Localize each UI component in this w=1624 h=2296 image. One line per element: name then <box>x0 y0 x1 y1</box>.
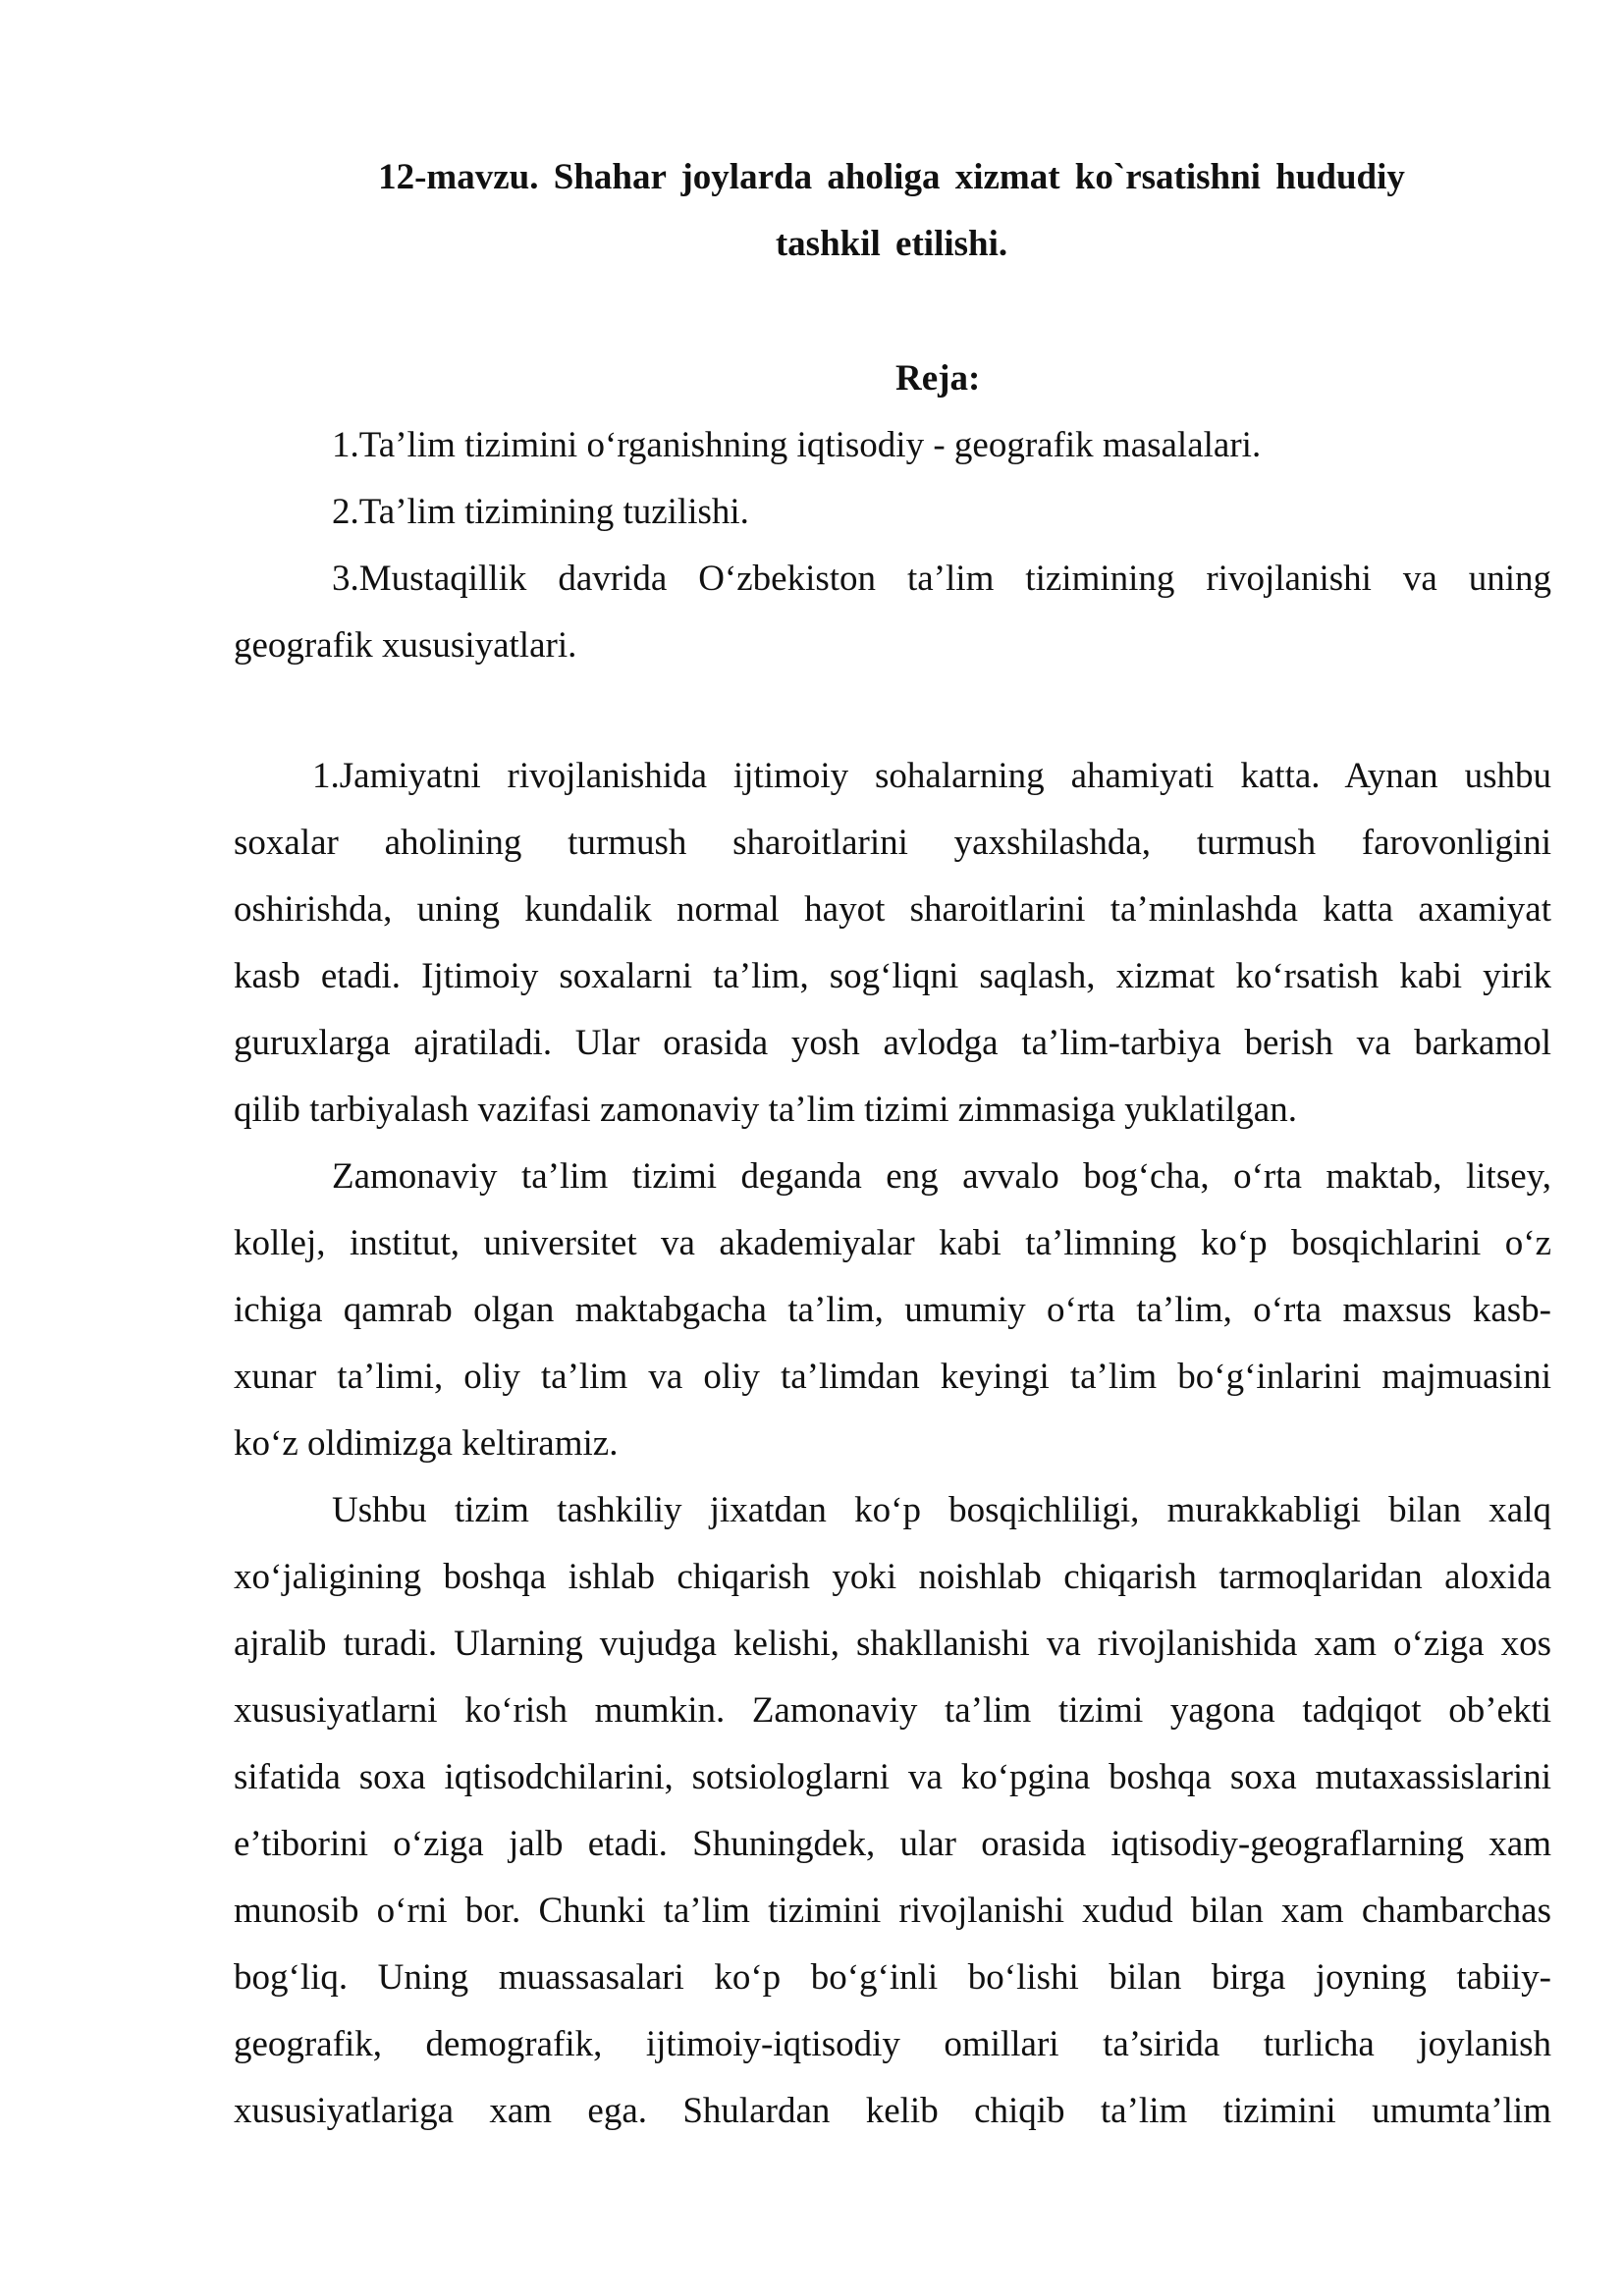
document-title <box>234 144 1549 278</box>
paragraph-line: qilib tarbiyalash vazifasi zamonaviy ta’lim tizimi zimmasiga yuklatilgan. <box>234 1090 1297 1130</box>
paragraph-line: geografik, demografik, ijtimoiy-iqtisodiy omillari ta’sirida turlicha joylanish <box>234 2024 1551 2064</box>
paragraph-line: guruxlarga ajratiladi. Ular orasida yosh avlodga ta’lim-tarbiya berish va barkamol <box>234 1023 1551 1063</box>
paragraph-line: xususiyatlariga xam ega. Shulardan kelib chiqib ta’lim tizimini umumta’lim <box>234 2091 1551 2131</box>
paragraph-line: Ushbu tizim tashkiliy jixatdan ko‘p bosqichliligi, murakkabligi bilan xalq <box>332 1490 1551 1530</box>
paragraph-line: xunar ta’limi, oliy ta’lim va oliy ta’limdan keyingi ta’lim bo‘g‘inlarini majmuasini <box>234 1357 1551 1397</box>
paragraph-line: oshirishda, uning kundalik normal hayot sharoitlarini ta’minlashda katta axamiyat <box>234 889 1551 930</box>
title-line-1: 12-mavzu. Shahar joylarda aholiga xizmat ko`rsatishni hududiy <box>378 157 1405 197</box>
paragraph-line: ajralib turadi. Ularning vujudga kelishi, shakllanishi va rivojlanishida xam o‘ziga xos <box>234 1624 1551 1664</box>
paragraph-line: ichiga qamrab olgan maktabgacha ta’lim, umumiy o‘rta ta’lim, o‘rta maxsus kasb- <box>234 1290 1551 1330</box>
plan-item-3-continued: geografik xususiyatlari. <box>234 625 577 666</box>
paragraph-3 <box>234 1477 1551 2145</box>
plan-list <box>234 412 1551 679</box>
paragraph-line: sifatida soxa iqtisodchilarini, sotsiologlarni va ko‘pgina boshqa soxa mutaxassislarini <box>234 1757 1551 1797</box>
paragraph-line: soxalar aholining turmush sharoitlarini yaxshilashda, turmush farovonligini <box>234 823 1551 863</box>
paragraph-line: 1.Jamiyatni rivojlanishida ijtimoiy sohalarning ahamiyati katta. Aynan ushbu <box>312 756 1551 796</box>
paragraph-line: kasb etadi. Ijtimoiy soxalarni ta’lim, sog‘liqni saqlash, xizmat ko‘rsatish kabi yirik <box>234 956 1551 996</box>
plan-item-3: 3.Mustaqillik davrida O‘zbekiston ta’lim tizimining rivojlanishi va uning <box>332 559 1551 599</box>
paragraph-line: e’tiborini o‘ziga jalb etadi. Shuningdek, ular orasida iqtisodiy-geograflarning xam <box>234 1824 1551 1864</box>
paragraph-line: munosib o‘rni bor. Chunki ta’lim tizimini rivojlanishi xudud bilan xam chambarchas <box>234 1891 1551 1931</box>
paragraph-line: xo‘jaligining boshqa ishlab chiqarish yoki noishlab chiqarish tarmoqlaridan aloxida <box>234 1557 1551 1597</box>
paragraph-line: Zamonaviy ta’lim tizimi deganda eng avvalo bog‘cha, o‘rta maktab, litsey, <box>332 1156 1551 1197</box>
paragraph-line: bog‘liq. Uning muassasalari ko‘p bo‘g‘inli bo‘lishi bilan birga joyning tabiiy- <box>234 1957 1551 1998</box>
plan-item-1: 1.Ta’lim tizimini o‘rganishning iqtisodiy - geografik masalalari. <box>332 425 1262 465</box>
paragraph-line: kollej, institut, universitet va akademiyalar kabi ta’limning ko‘p bosqichlarini o‘z <box>234 1223 1551 1263</box>
paragraph-line: ko‘z oldimizga keltiramiz. <box>234 1423 619 1464</box>
paragraph-2 <box>234 1144 1551 1477</box>
title-line-2: tashkil etilishi. <box>775 224 1008 264</box>
plan-item-2: 2.Ta’lim tizimining tuzilishi. <box>332 492 749 532</box>
paragraph-line: xususiyatlarni ko‘rish mumkin. Zamonaviy ta’lim tizimi yagona tadqiqot ob’ekti <box>234 1690 1551 1731</box>
paragraph-1 <box>234 743 1551 1144</box>
plan-heading: Reja: <box>895 358 981 399</box>
